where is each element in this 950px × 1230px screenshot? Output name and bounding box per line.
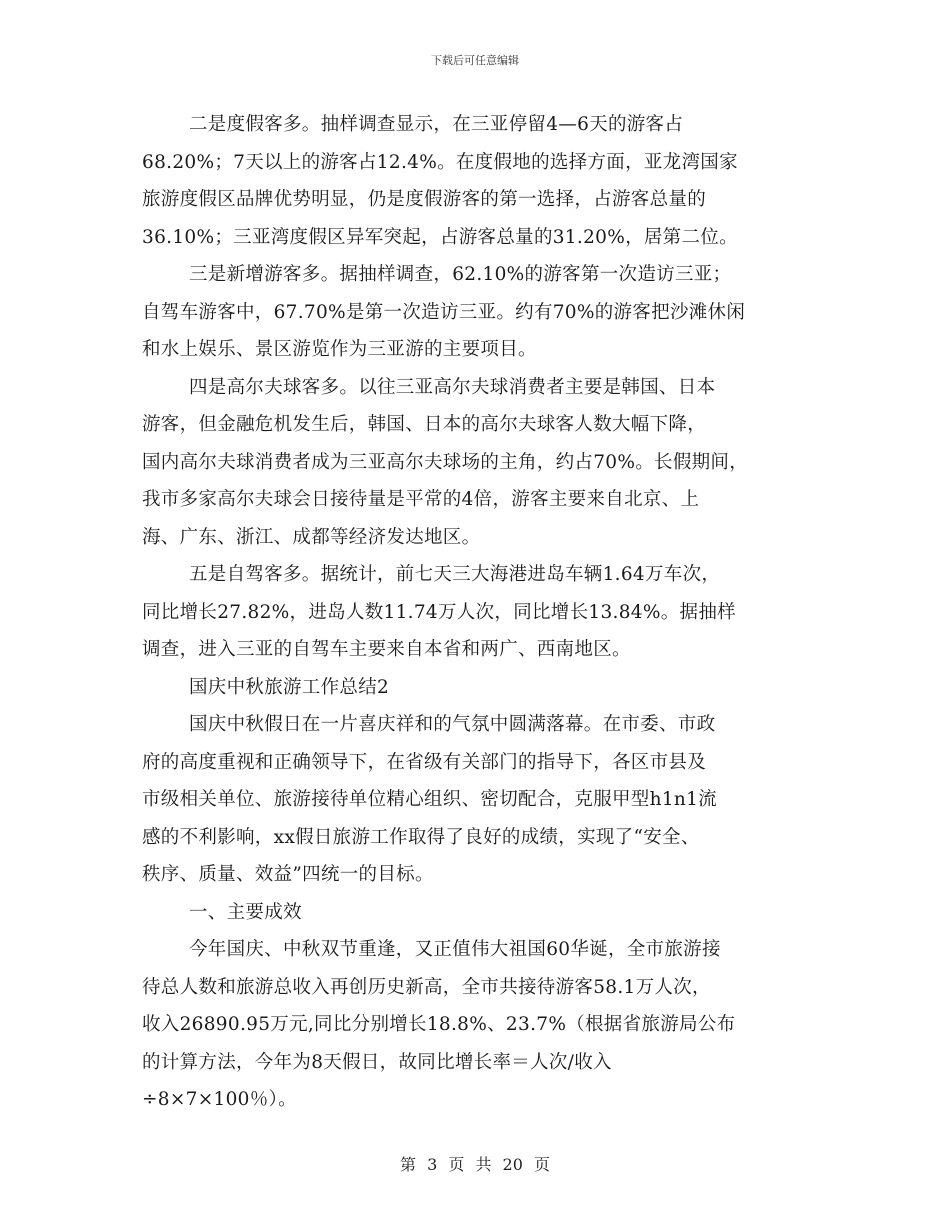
text-line: 感的不利影响，xx假日旅游工作取得了良好的成绩，实现了“安全、 (142, 826, 700, 848)
text-line: 收入26890.95万元,同比分别增长18.8%、23.7%（根据省旅游局公布 (142, 1014, 736, 1035)
text-line: 旅游度假区品牌优势明显，仍是度假游客的第一选择，占游客总量的 (142, 189, 707, 210)
page-header-note: 下载后可任意编辑 (431, 54, 519, 67)
text-line: 五是自驾客多。据统计，前七天三大海港进岛车辆1.64万车次， (189, 564, 721, 585)
text-line: 36.10%；三亚湾度假区异军突起，占游客总量的31.20%，居第二位。 (142, 226, 738, 248)
text-line: 国庆中秋旅游工作总结2 (189, 676, 390, 698)
text-line: 68.20%；7天以上的游客占12.4%。在度假地的选择方面，亚龙湾国家 (142, 151, 738, 173)
text-line: 府的高度重视和正确领导下，在省级有关部门的指导下，各区市县及 (142, 751, 707, 773)
text-line: 同比增长27.82%，进岛人数11.74万人次，同比增长13.84%。据抽样 (142, 601, 736, 623)
text-line: 市级相关单位、旅游接待单位精心组织、密切配合，克服甲型h1n1流 (142, 789, 717, 810)
text-line: 四是高尔夫球客多。以往三亚高尔夫球消费者主要是韩国、日本 (189, 376, 716, 398)
text-line: 待总人数和旅游总收入再创历史新高，全市共接待游客58.1万人次， (142, 976, 711, 998)
text-line: 调查，进入三亚的自驾车主要来自本省和两广、西南地区。 (142, 639, 631, 660)
text-line: 海、广东、浙江、成都等经济发达地区。 (142, 526, 481, 548)
text-line: 自驾车游客中，67.70%是第一次造访三亚。约有70%的游客把沙滩休闲 (142, 301, 746, 323)
text-line: 我市多家高尔夫球会日接待量是平常的4倍，游客主要来自北京、上 (142, 489, 700, 510)
text-line: 的计算方法，今年为8天假日，故同比增长率＝人次/收入 (142, 1051, 612, 1073)
document-body (142, 106, 832, 1119)
text-line: 三是新增游客多。据抽样调查，62.10%的游客第一次造访三亚； (189, 264, 732, 285)
text-line: 游客，但金融危机发生后，韩国、日本的高尔夫球客人数大幅下降， (142, 414, 707, 435)
text-line: 和水上娱乐、景区游览作为三亚游的主要项目。 (142, 339, 537, 360)
page-number: 第 3 页 共 20 页 (400, 1155, 550, 1174)
text-line: 国内高尔夫球消费者成为三亚高尔夫球场的主角，约占70%。长假期间， (142, 451, 749, 473)
text-line: ÷8×7×100％）。 (142, 1089, 297, 1110)
text-line: 秩序、质量、效益”四统一的目标。 (142, 864, 434, 885)
text-line: 今年国庆、中秋双节重逢，又正值伟大祖国60华诞，全市旅游接 (189, 939, 721, 960)
text-line: 二是度假客多。抽样调查显示，在三亚停留4—6天的游客占 (189, 114, 684, 135)
text-line: 国庆中秋假日在一片喜庆祥和的气氛中圆满落幕。在市委、市政 (189, 714, 716, 735)
text-line: 一、主要成效 (189, 901, 302, 923)
